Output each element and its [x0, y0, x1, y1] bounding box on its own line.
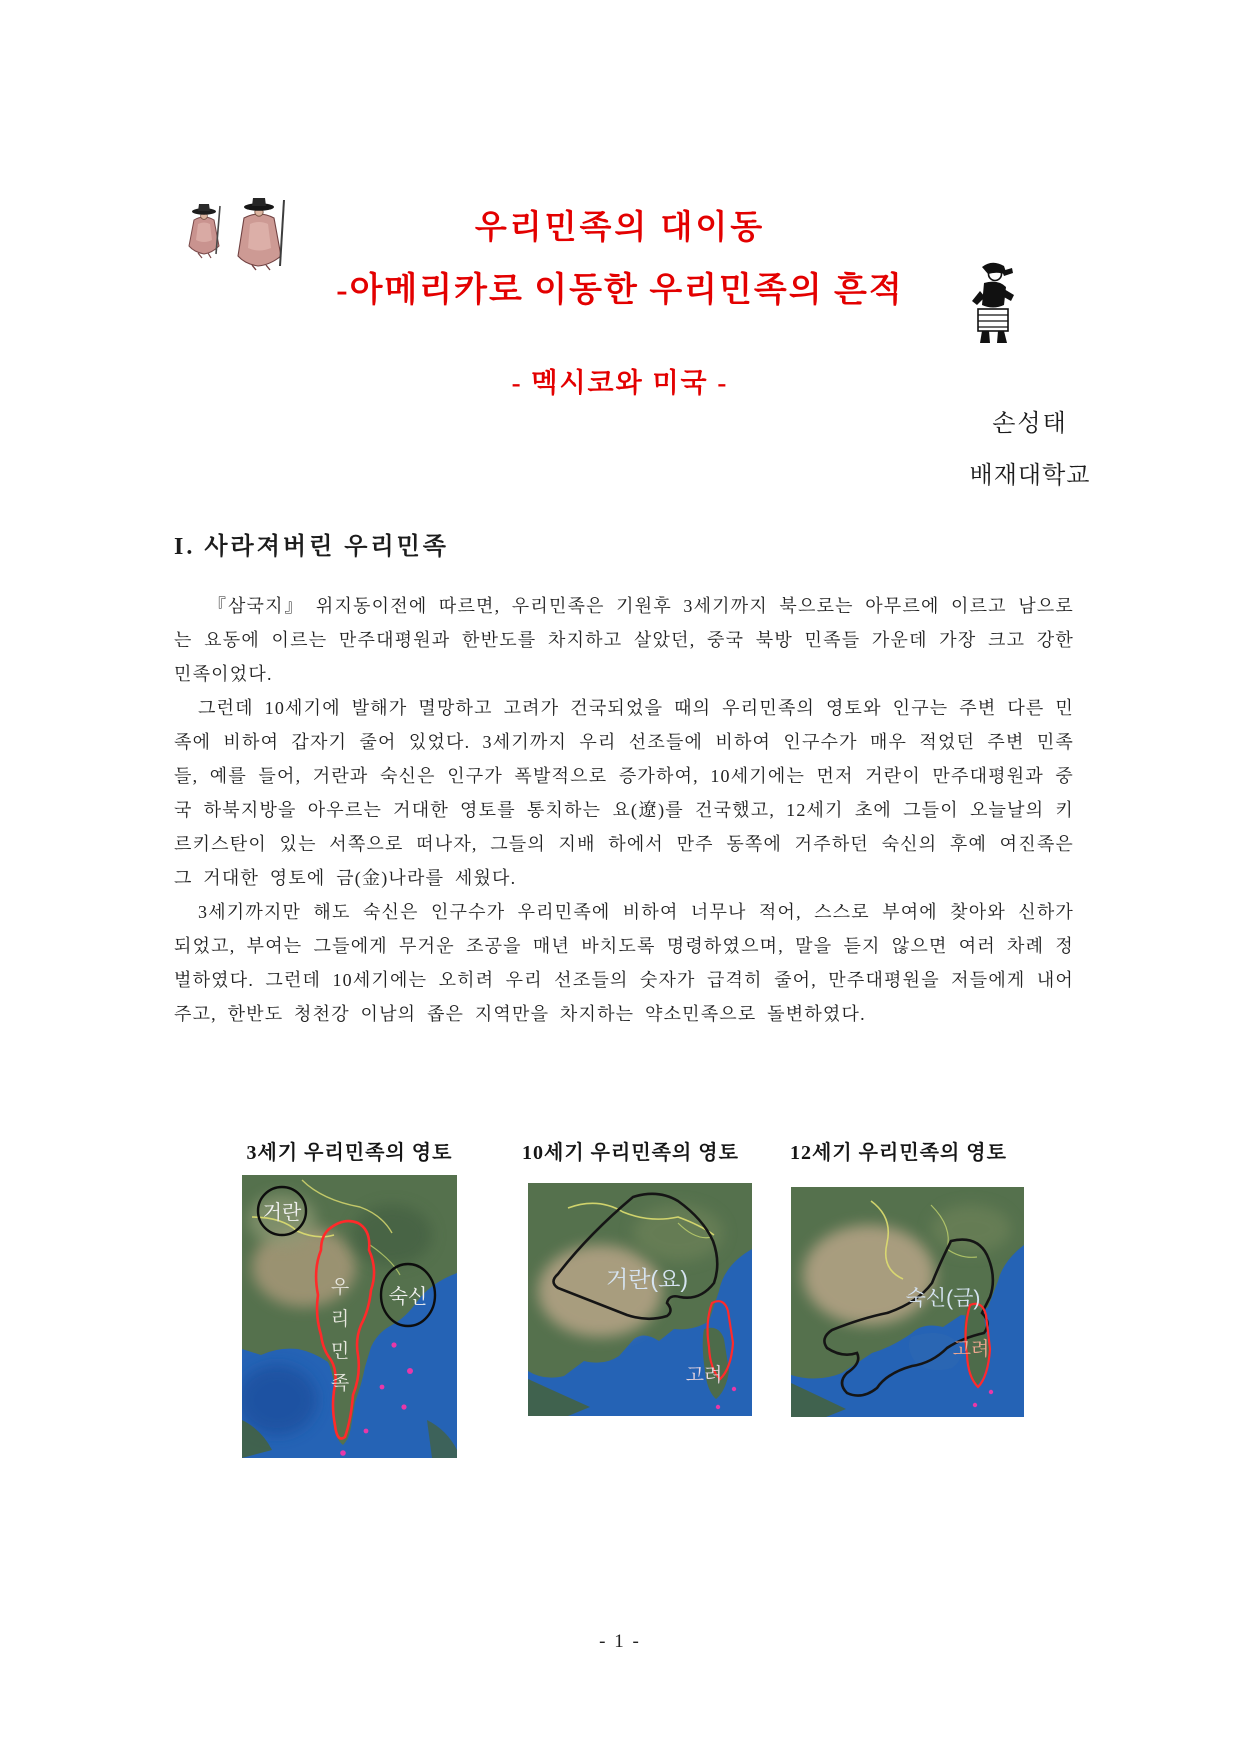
map2-khitan-liao-label: 거란(요): [606, 1266, 688, 1292]
map-caption-12th-century: 12세기 우리민족의 영토: [790, 1142, 1007, 1164]
map1-people-char: 우: [330, 1277, 350, 1298]
author-affiliation: 배재대학교: [969, 463, 1091, 489]
map1-khitan-label: 거란: [262, 1202, 302, 1224]
document-subtitle: - 멕시코와 미국 -: [511, 368, 729, 398]
map1-people-char: 리: [330, 1309, 350, 1330]
map1-people-char: 족: [330, 1373, 350, 1394]
map1-people-char: 민: [330, 1341, 350, 1362]
map-caption-10th-century: 10세기 우리민족의 영토: [522, 1142, 739, 1164]
document-title: 우리민족의 대이동: [474, 210, 766, 246]
author-name: 손성태: [992, 411, 1068, 437]
page-number: - 1 -: [599, 1631, 641, 1652]
map-caption-3rd-century: 3세기 우리민족의 영토: [246, 1142, 453, 1164]
author-block: [905, 403, 1155, 490]
map-12th-century: [791, 1187, 1024, 1417]
map3-goryeo-label: 고려: [952, 1339, 990, 1360]
paragraph-3: 3세기까지만 해도 숙신은 인구수가 우리민족에 비하여 너무나 적어, 스스로 부여에 찾아와 신하가 되었고, 부여는 그들에게 무거운 조공을 매년 바치도록 명령하였으며, 말을 듣지 않으면 여러 차례 정벌하였다. 그런데 10세기에는 오히려 우리 선조들의 숫자가 급격히 줄어, 만주대평원을 저들에게 내어주고, 한반도 청천강 이남의 좁은 지역만을 차지하는 약소민족으로 돌변하였다.: [174, 902, 1075, 1024]
document-title-line2: -아메리카로 이동한 우리민족의 흔적: [336, 272, 904, 309]
section-heading: I. 사라져버린 우리민족: [174, 534, 449, 560]
map1-sukshin-label: 숙신: [388, 1286, 428, 1308]
map-10th-century: [528, 1183, 752, 1416]
body-text: [174, 589, 1074, 1031]
paragraph-2: 그런데 10세기에 발해가 멸망하고 고려가 건국되었을 때의 우리민족의 영토와 인구는 주변 다른 민족에 비하여 갑자기 줄어 있었다. 3세기까지 우리 선조들에 비하여 인구수가 매우 적었던 주변 민족들, 예를 들어, 거란과 숙신은 인구가 폭발적으로 증가하여, 10세기에는 먼저 거란이 만주대평원과 중국 하북지방을 아우르는 거대한 영토를 통치하는 요(遼)를 건국했고, 12세기 초에 그들이 오늘날의 키르키스탄이 있는 서쪽으로 떠나자, 그들의 지배 하에서 만주 동쪽에 거주하던 숙신의 후예 여진족은 그 거대한 영토에 금(金)나라를 세웠다.: [174, 698, 1074, 888]
map2-goryeo-label: 고려: [685, 1365, 723, 1386]
map3-sukshin-geum-label: 숙신(금): [905, 1287, 981, 1310]
woodcut-figure-illustration: [968, 261, 1018, 351]
map-3rd-century: [242, 1175, 457, 1458]
paragraph-1: 『삼국지』 위지동이전에 따르면, 우리민족은 기원후 3세기까지 북으로는 아무르에 이르고 남으로는 요동에 이르는 만주대평원과 한반도를 차지하고 살았던, 중국 북방 민족들 가운데 가장 크고 강한 민족이었다.: [174, 596, 1074, 684]
